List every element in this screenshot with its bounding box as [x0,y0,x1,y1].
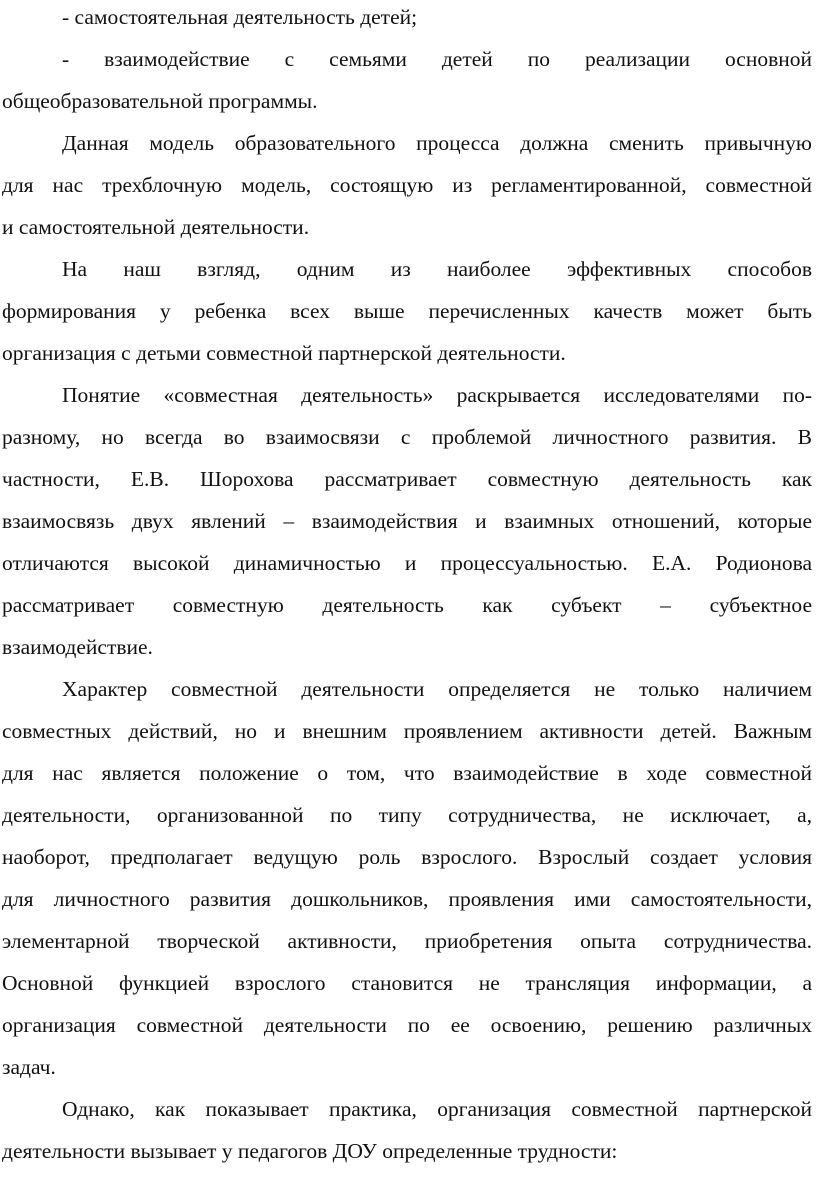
text-line: взаимосвязь двух явлений – взаимодействия и взаимных отношений, которые [2,509,812,533]
text-line: взаимодействие. [2,635,153,659]
text-line: - самостоятельная деятельность детей; [62,5,418,29]
text-line: формирования у ребенка всех выше перечисленных качеств может быть [2,299,812,323]
text-line: общеобразовательной программы. [2,89,318,113]
text-line: и самостоятельной деятельности. [2,215,310,239]
text-line: элементарной творческой активности, приобретения опыта сотрудничества. [2,929,812,953]
text-line: для личностного развития дошкольников, проявления ими самостоятельности, [2,887,812,911]
text-line: организация совместной деятельности по ее освоению, решению различных [2,1013,812,1037]
text-line: организация с детьми совместной партнерской деятельности. [2,341,566,365]
text-line: частности, Е.В. Шорохова рассматривает совместную деятельность как [2,467,812,491]
text-line: Характер совместной деятельности определяется не только наличием [62,677,812,701]
text-line: Однако, как показывает практика, организация совместной партнерской [62,1097,812,1121]
text-line: Данная модель образовательного процесса должна сменить привычную [62,131,812,155]
text-line: для нас является положение о том, что взаимодействие в ходе совместной [2,761,812,785]
text-line: разному, но всегда во взаимосвязи с проблемой личностного развития. В [2,425,812,449]
text-line: деятельности вызывает у педагогов ДОУ определенные трудности: [2,1139,618,1163]
text-line: Понятие «совместная деятельность» раскрывается исследователями по- [62,383,812,407]
text-line: отличаются высокой динамичностью и процессуальностью. Е.А. Родионова [2,551,812,575]
text-line: Основной функцией взрослого становится не трансляция информации, а [2,971,812,995]
text-line: деятельности, организованной по типу сотрудничества, не исключает, а, [2,803,812,827]
text-line: На наш взгляд, одним из наиболее эффективных способов [62,257,812,281]
text-line: наоборот, предполагает ведущую роль взрослого. Взрослый создает условия [2,845,812,869]
text-line: рассматривает совместную деятельность как субъект – субъектное [2,593,812,617]
text-line: - взаимодействие с семьями детей по реализации основной [62,47,812,71]
text-line: совместных действий, но и внешним проявлением активности детей. Важным [2,719,812,743]
text-line: задач. [2,1055,56,1079]
text-line: для нас трехблочную модель, состоящую из регламентированной, совместной [2,173,812,197]
